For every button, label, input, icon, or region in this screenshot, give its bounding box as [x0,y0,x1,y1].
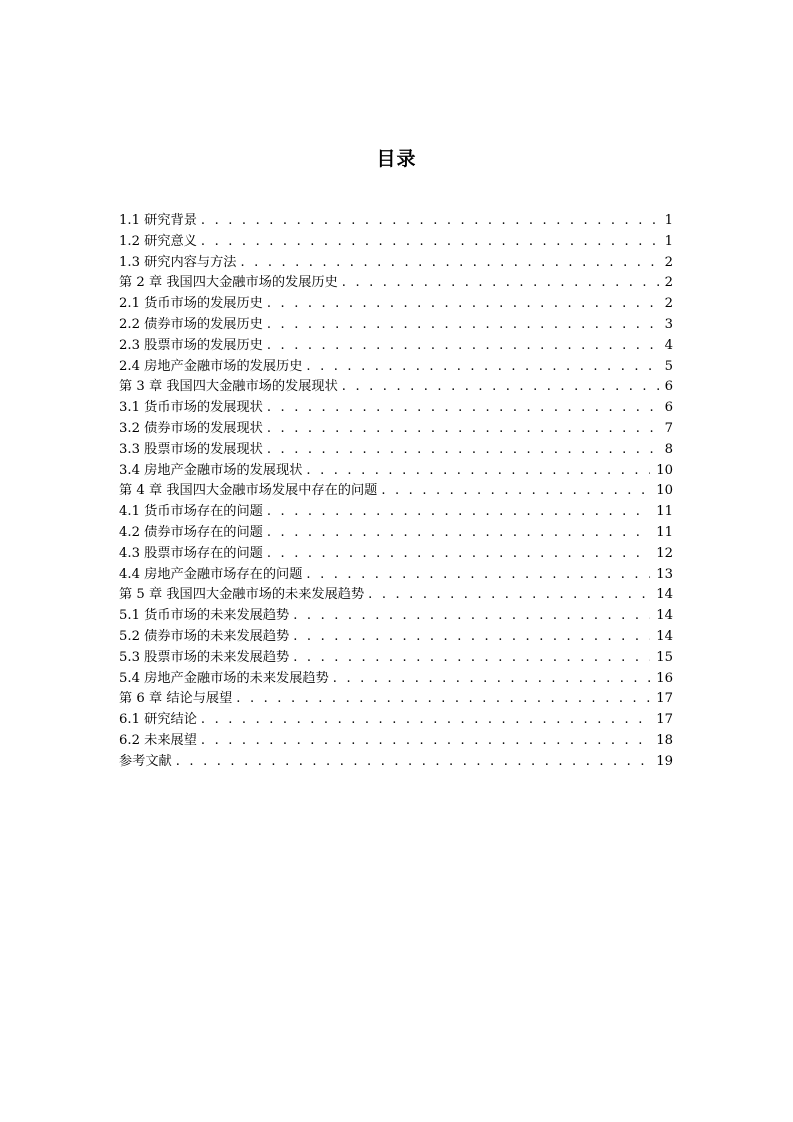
toc-entry-label: 5.1 货币市场的未来发展趋势 [119,608,290,624]
toc-entry[interactable] [119,710,673,731]
toc-dot-leader [267,544,650,565]
toc-entry-page: 7 [664,420,673,436]
toc-entry[interactable] [119,440,673,461]
toc-entry-page: 19 [656,753,673,769]
toc-dot-leader [293,627,650,648]
toc-entry[interactable] [119,336,673,357]
toc-entry[interactable] [119,419,673,440]
toc-dot-leader [267,502,650,523]
toc-entry[interactable] [119,627,673,648]
toc-dot-leader [293,606,650,627]
toc-entry[interactable] [119,398,673,419]
toc-entry-page: 13 [656,566,673,582]
toc-entry-page: 8 [664,441,673,457]
toc-entry[interactable] [119,544,673,565]
toc-entry-label: 3.1 货币市场的发展现状 [119,400,263,416]
toc-dot-leader [201,232,659,253]
toc-entry-label: 2.2 债券市场的发展历史 [119,316,263,332]
toc-entry[interactable] [119,253,673,274]
toc-entry-page: 14 [656,608,673,624]
toc-entry-page: 6 [664,400,673,416]
toc-entry-page: 10 [656,483,673,499]
toc-entry-page: 6 [664,379,673,395]
toc-entry-label: 1.2 研究意义 [119,233,197,249]
toc-entry[interactable] [119,232,673,253]
toc-entry-label: 4.1 货币市场存在的问题 [119,504,263,520]
toc-dot-leader [267,419,659,440]
toc-dot-leader [267,315,659,336]
toc-entry-label: 2.1 货币市场的发展历史 [119,296,263,312]
toc-entry[interactable] [119,752,673,773]
toc-dot-leader [176,752,650,773]
toc-entry-label: 第 3 章 我国四大金融市场的发展现状 [119,379,338,395]
toc-entry[interactable] [119,606,673,627]
toc-entry-label: 4.2 债券市场存在的问题 [119,524,263,540]
toc-entry-page: 17 [656,712,673,728]
toc-entry[interactable] [119,377,673,398]
toc-entry-label: 2.3 股票市场的发展历史 [119,337,263,353]
toc-entry-label: 第 4 章 我国四大金融市场发展中存在的问题 [119,483,378,499]
toc-entry-label: 6.2 未来展望 [119,732,197,748]
toc-dot-leader [201,211,659,232]
toc-entry-page: 10 [656,462,673,478]
toc-entry-label: 3.2 债券市场的发展现状 [119,420,263,436]
toc-entry-page: 1 [664,233,673,249]
toc-dot-leader [267,294,659,315]
toc-entry-page: 14 [656,587,673,603]
toc-entry[interactable] [119,731,673,752]
toc-entry-label: 2.4 房地产金融市场的发展历史 [119,358,303,374]
toc-entry[interactable] [119,565,673,586]
toc-entry[interactable] [119,689,673,710]
toc-dot-leader [306,565,650,586]
toc-entry[interactable] [119,481,673,502]
toc-entry-page: 5 [664,358,673,374]
table-of-contents [119,211,673,773]
toc-dot-leader [342,273,659,294]
toc-dot-leader [368,585,650,606]
toc-entry-label: 3.4 房地产金融市场的发展现状 [119,462,303,478]
toc-dot-leader [236,689,650,710]
toc-entry-label: 第 6 章 结论与展望 [119,691,233,707]
toc-entry-label: 5.3 股票市场的未来发展趋势 [119,649,290,665]
toc-dot-leader [201,710,650,731]
toc-entry[interactable] [119,461,673,482]
toc-dot-leader [306,461,650,482]
toc-entry-label: 5.4 房地产金融市场的未来发展趋势 [119,670,329,686]
toc-entry-label: 第 2 章 我国四大金融市场的发展历史 [119,275,338,291]
toc-dot-leader [267,336,659,357]
toc-entry-page: 2 [664,275,673,291]
toc-entry-page: 12 [656,545,673,561]
toc-entry[interactable] [119,211,673,232]
toc-dot-leader [267,523,650,544]
toc-entry-page: 16 [656,670,673,686]
toc-entry-page: 2 [664,296,673,312]
toc-entry-page: 1 [664,213,673,228]
toc-entry[interactable] [119,294,673,315]
toc-entry-page: 18 [656,732,673,748]
toc-entry[interactable] [119,523,673,544]
toc-dot-leader [240,253,658,274]
toc-dot-leader [333,669,650,690]
toc-entry-page: 11 [656,524,673,540]
toc-dot-leader [306,357,658,378]
toc-entry-label: 6.1 研究结论 [119,712,197,728]
toc-entry-label: 1.1 研究背景 [119,213,197,228]
toc-entry-page: 15 [656,649,673,665]
toc-dot-leader [381,481,650,502]
toc-entry-label: 1.3 研究内容与方法 [119,254,237,270]
toc-dot-leader [267,440,659,461]
toc-dot-leader [293,648,650,669]
toc-entry[interactable] [119,585,673,606]
toc-entry-label: 4.3 股票市场存在的问题 [119,545,263,561]
toc-entry[interactable] [119,315,673,336]
toc-entry-label: 第 5 章 我国四大金融市场的未来发展趋势 [119,587,365,603]
toc-entry-page: 11 [656,504,673,520]
toc-entry-label: 4.4 房地产金融市场存在的问题 [119,566,303,582]
toc-entry[interactable] [119,357,673,378]
toc-entry-label: 3.3 股票市场的发展现状 [119,441,263,457]
toc-entry-page: 2 [664,254,673,270]
toc-entry-label: 5.2 债券市场的未来发展趋势 [119,628,290,644]
toc-entry[interactable] [119,273,673,294]
toc-entry-page: 3 [664,316,673,332]
toc-entry-label: 参考文献 [119,753,172,769]
toc-dot-leader [267,398,659,419]
toc-entry-page: 14 [656,628,673,644]
toc-entry[interactable] [119,502,673,523]
page-title: 目录 [376,148,417,170]
toc-entry[interactable] [119,648,673,669]
toc-dot-leader [201,731,650,752]
toc-entry-page: 4 [664,337,673,353]
toc-entry[interactable] [119,669,673,690]
toc-entry-page: 17 [656,691,673,707]
toc-dot-leader [342,377,659,398]
